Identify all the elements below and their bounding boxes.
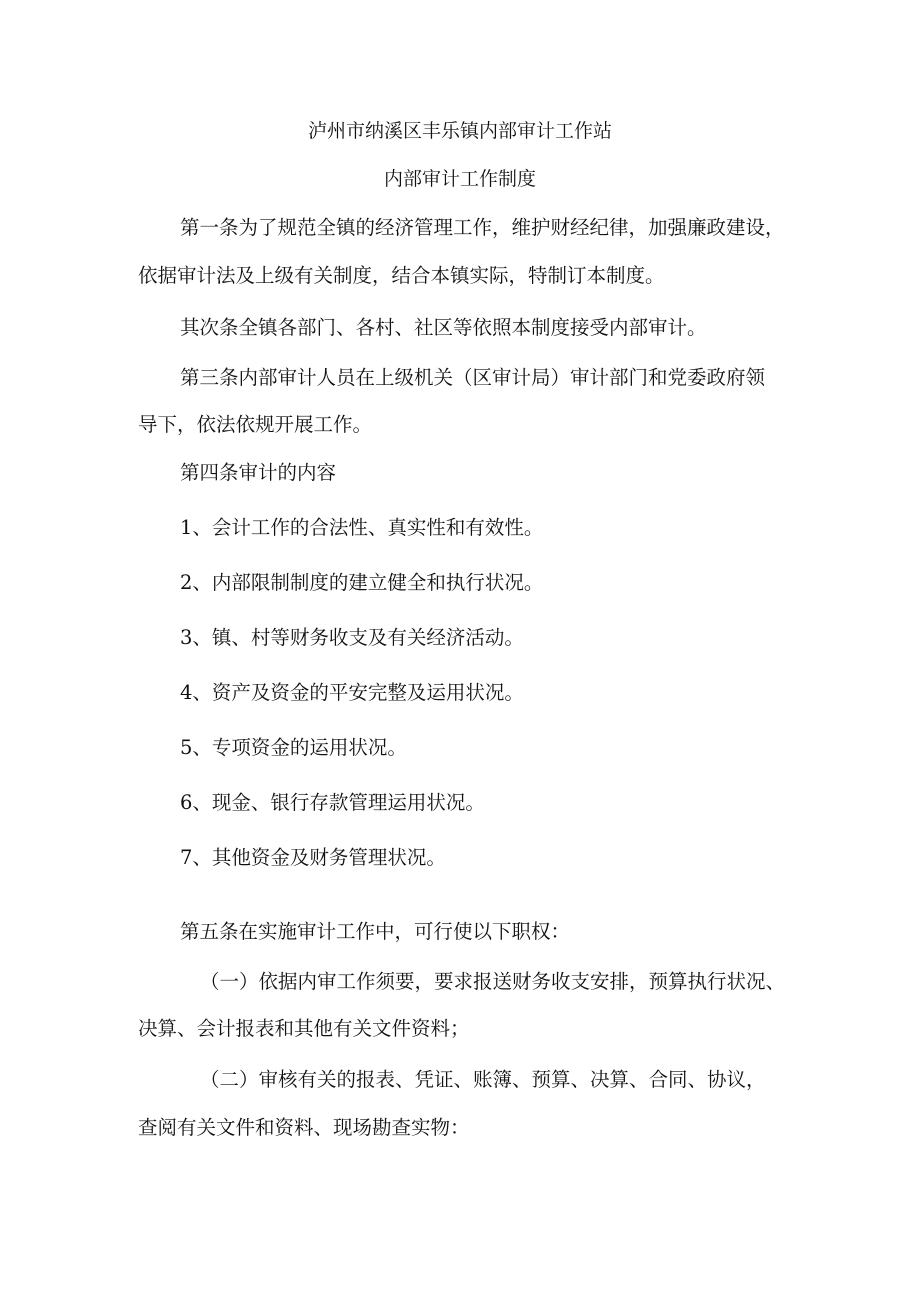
article-1-line-1: 第一条为了规范全镇的经济管理工作，维护财经纪律，加强廉政建设， [180, 216, 785, 239]
list-item-3: 3、镇、村等财务收支及有关经济活动。 [180, 626, 524, 649]
article-2: 其次条全镇各部门、各村、社区等依照本制度接受内部审计。 [180, 316, 707, 339]
article-5-heading: 第五条在实施审计工作中，可行使以下职权： [180, 920, 571, 943]
article-3-line-2: 导下，依法依规开展工作。 [138, 413, 373, 436]
document-title-line-1: 泸州市纳溪区丰乐镇内部审计工作站 [307, 120, 612, 142]
list-item-6: 6、现金、银行存款管理运用状况。 [180, 791, 485, 814]
article-3-line-1: 第三条内部审计人员在上级机关（区审计局）审计部门和党委政府领 [180, 366, 766, 389]
list-item-4: 4、资产及资金的平安完整及运用状况。 [180, 681, 524, 704]
article-5-item-2-line-2: 查阅有关文件和资料、现场勘查实物： [138, 1116, 470, 1139]
list-item-1: 1、会计工作的合法性、真实性和有效性。 [180, 516, 544, 539]
list-item-7: 7、其他资金及财务管理状况。 [180, 846, 446, 869]
article-5-item-2-line-1: （二）审核有关的报表、凭证、账簿、预算、决算、合同、协议， [200, 1068, 766, 1091]
document-title-line-2: 内部审计工作制度 [383, 168, 536, 190]
article-1-line-2: 依据审计法及上级有关制度，结合本镇实际，特制订本制度。 [138, 264, 665, 287]
article-5-item-1-line-2: 决算、会计报表和其他有关文件资料； [138, 1017, 470, 1040]
list-item-5: 5、专项资金的运用状况。 [180, 736, 407, 759]
article-4-heading: 第四条审计的内容 [180, 461, 337, 484]
article-5-item-1-line-1: （一）依据内审工作须要，要求报送财务收支安排，预算执行状况、 [200, 970, 786, 993]
list-item-2: 2、内部限制制度的建立健全和执行状况。 [180, 571, 544, 594]
